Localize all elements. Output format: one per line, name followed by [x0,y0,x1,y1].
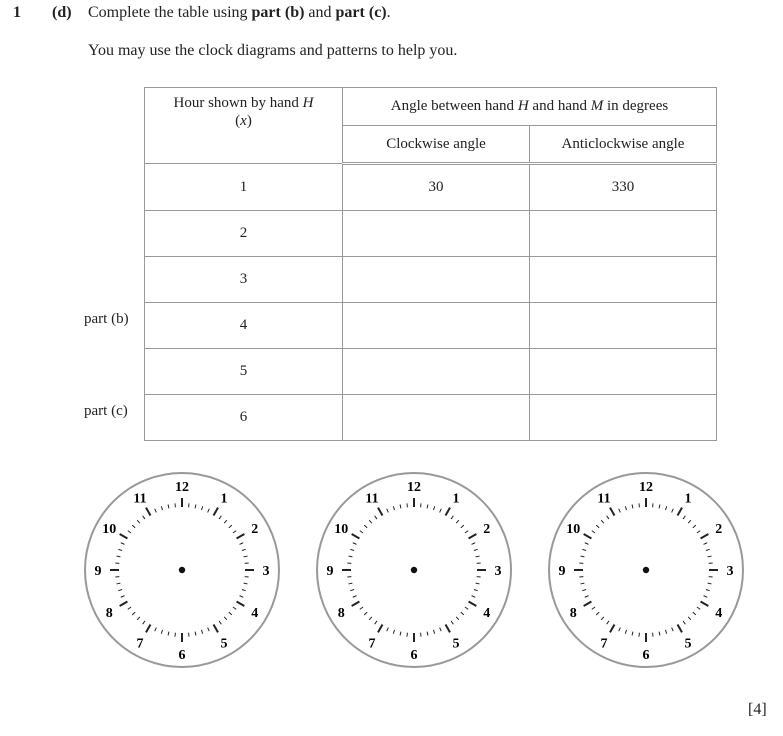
instruction-ref-part-b: part (b) [251,4,305,21]
hour-cell: 4 [145,303,343,349]
table-row [145,257,717,303]
clockwise-cell[interactable] [343,395,530,441]
clock-diagram-2 [315,471,513,669]
header-angle: Angle between hand H and hand M in degrees [343,88,717,126]
anticlockwise-cell[interactable] [530,257,717,303]
clockwise-cell[interactable] [343,303,530,349]
clock-number: 6 [178,648,186,663]
clock-number: 10 [102,522,117,537]
question-part: (d) [52,4,72,21]
clock-number: 2 [715,522,723,537]
hour-cell: 5 [145,349,343,395]
clock-number: 3 [494,564,502,579]
anticlockwise-cell[interactable] [530,303,717,349]
table-row [145,349,717,395]
clockwise-cell[interactable] [343,211,530,257]
clock-number: 11 [597,491,611,507]
table-row [145,164,717,211]
clock-number: 12 [639,480,653,495]
header-hour-line1: Hour shown by hand H [173,95,314,111]
table-row [145,303,717,349]
hour-cell: 3 [145,257,343,303]
clock-number: 9 [326,564,334,579]
clock-number: 8 [337,606,345,621]
clockwise-cell[interactable] [343,349,530,395]
question-number: 1 [13,4,21,21]
anticlockwise-cell[interactable] [530,395,717,441]
clock-number: 9 [94,564,102,579]
center-dot [643,567,649,573]
clock-diagram-3 [547,471,745,669]
clock-number: 5 [684,636,692,652]
clock-number: 9 [558,564,566,579]
center-dot [179,567,185,573]
header-hour-line2: (x) [235,113,252,129]
clock-number: 7 [600,636,608,652]
clock-number: 6 [410,648,418,663]
side-label-part-b: part (b) [84,311,129,327]
clock-number: 4 [483,606,491,621]
center-dot [411,567,417,573]
clock-number: 7 [136,636,144,652]
clock-number: 11 [133,491,147,507]
clockwise-cell[interactable] [343,257,530,303]
side-label-part-c: part (c) [84,403,128,419]
clock-number: 1 [220,491,228,507]
clock-number: 10 [566,522,581,537]
clock-number: 12 [407,480,421,495]
clock-number: 3 [726,564,734,579]
clock-number: 2 [251,522,259,537]
table-row [145,395,717,441]
instruction-and: and [304,4,336,21]
table-row [145,211,717,257]
clock-diagram-1 [83,471,281,669]
clock-number: 11 [365,491,379,507]
header-clockwise: Clockwise angle [343,126,530,164]
anticlockwise-cell[interactable] [530,349,717,395]
hour-cell: 6 [145,395,343,441]
hour-cell: 2 [145,211,343,257]
hint-text: You may use the clock diagrams and patterns to help you. [88,42,458,59]
clock-number: 4 [715,606,723,621]
anticlockwise-cell[interactable] [530,211,717,257]
marks-label: [4] [748,701,767,718]
header-hour [145,88,343,164]
clock-number: 2 [483,522,491,537]
clock-number: 5 [220,636,228,652]
instruction-end: . [386,4,391,21]
clock-number: 1 [452,491,460,507]
instruction-text [88,4,391,22]
clockwise-cell[interactable]: 30 [343,164,530,211]
clock-number: 4 [251,606,259,621]
clock-number: 7 [368,636,376,652]
header-anticlockwise: Anticlockwise angle [530,126,717,164]
clock-number: 1 [684,491,692,507]
anticlockwise-cell[interactable]: 330 [530,164,717,211]
clock-number: 8 [105,606,113,621]
clock-number: 5 [452,636,460,652]
clock-number: 10 [334,522,349,537]
instruction-ref-part-c: part (c) [335,4,387,21]
clock-number: 3 [262,564,270,579]
clock-number: 6 [642,648,650,663]
clock-number: 8 [569,606,577,621]
answer-table [144,87,717,441]
instruction-pre: Complete the table using [88,4,252,21]
hour-cell: 1 [145,164,343,211]
clock-number: 12 [175,480,189,495]
